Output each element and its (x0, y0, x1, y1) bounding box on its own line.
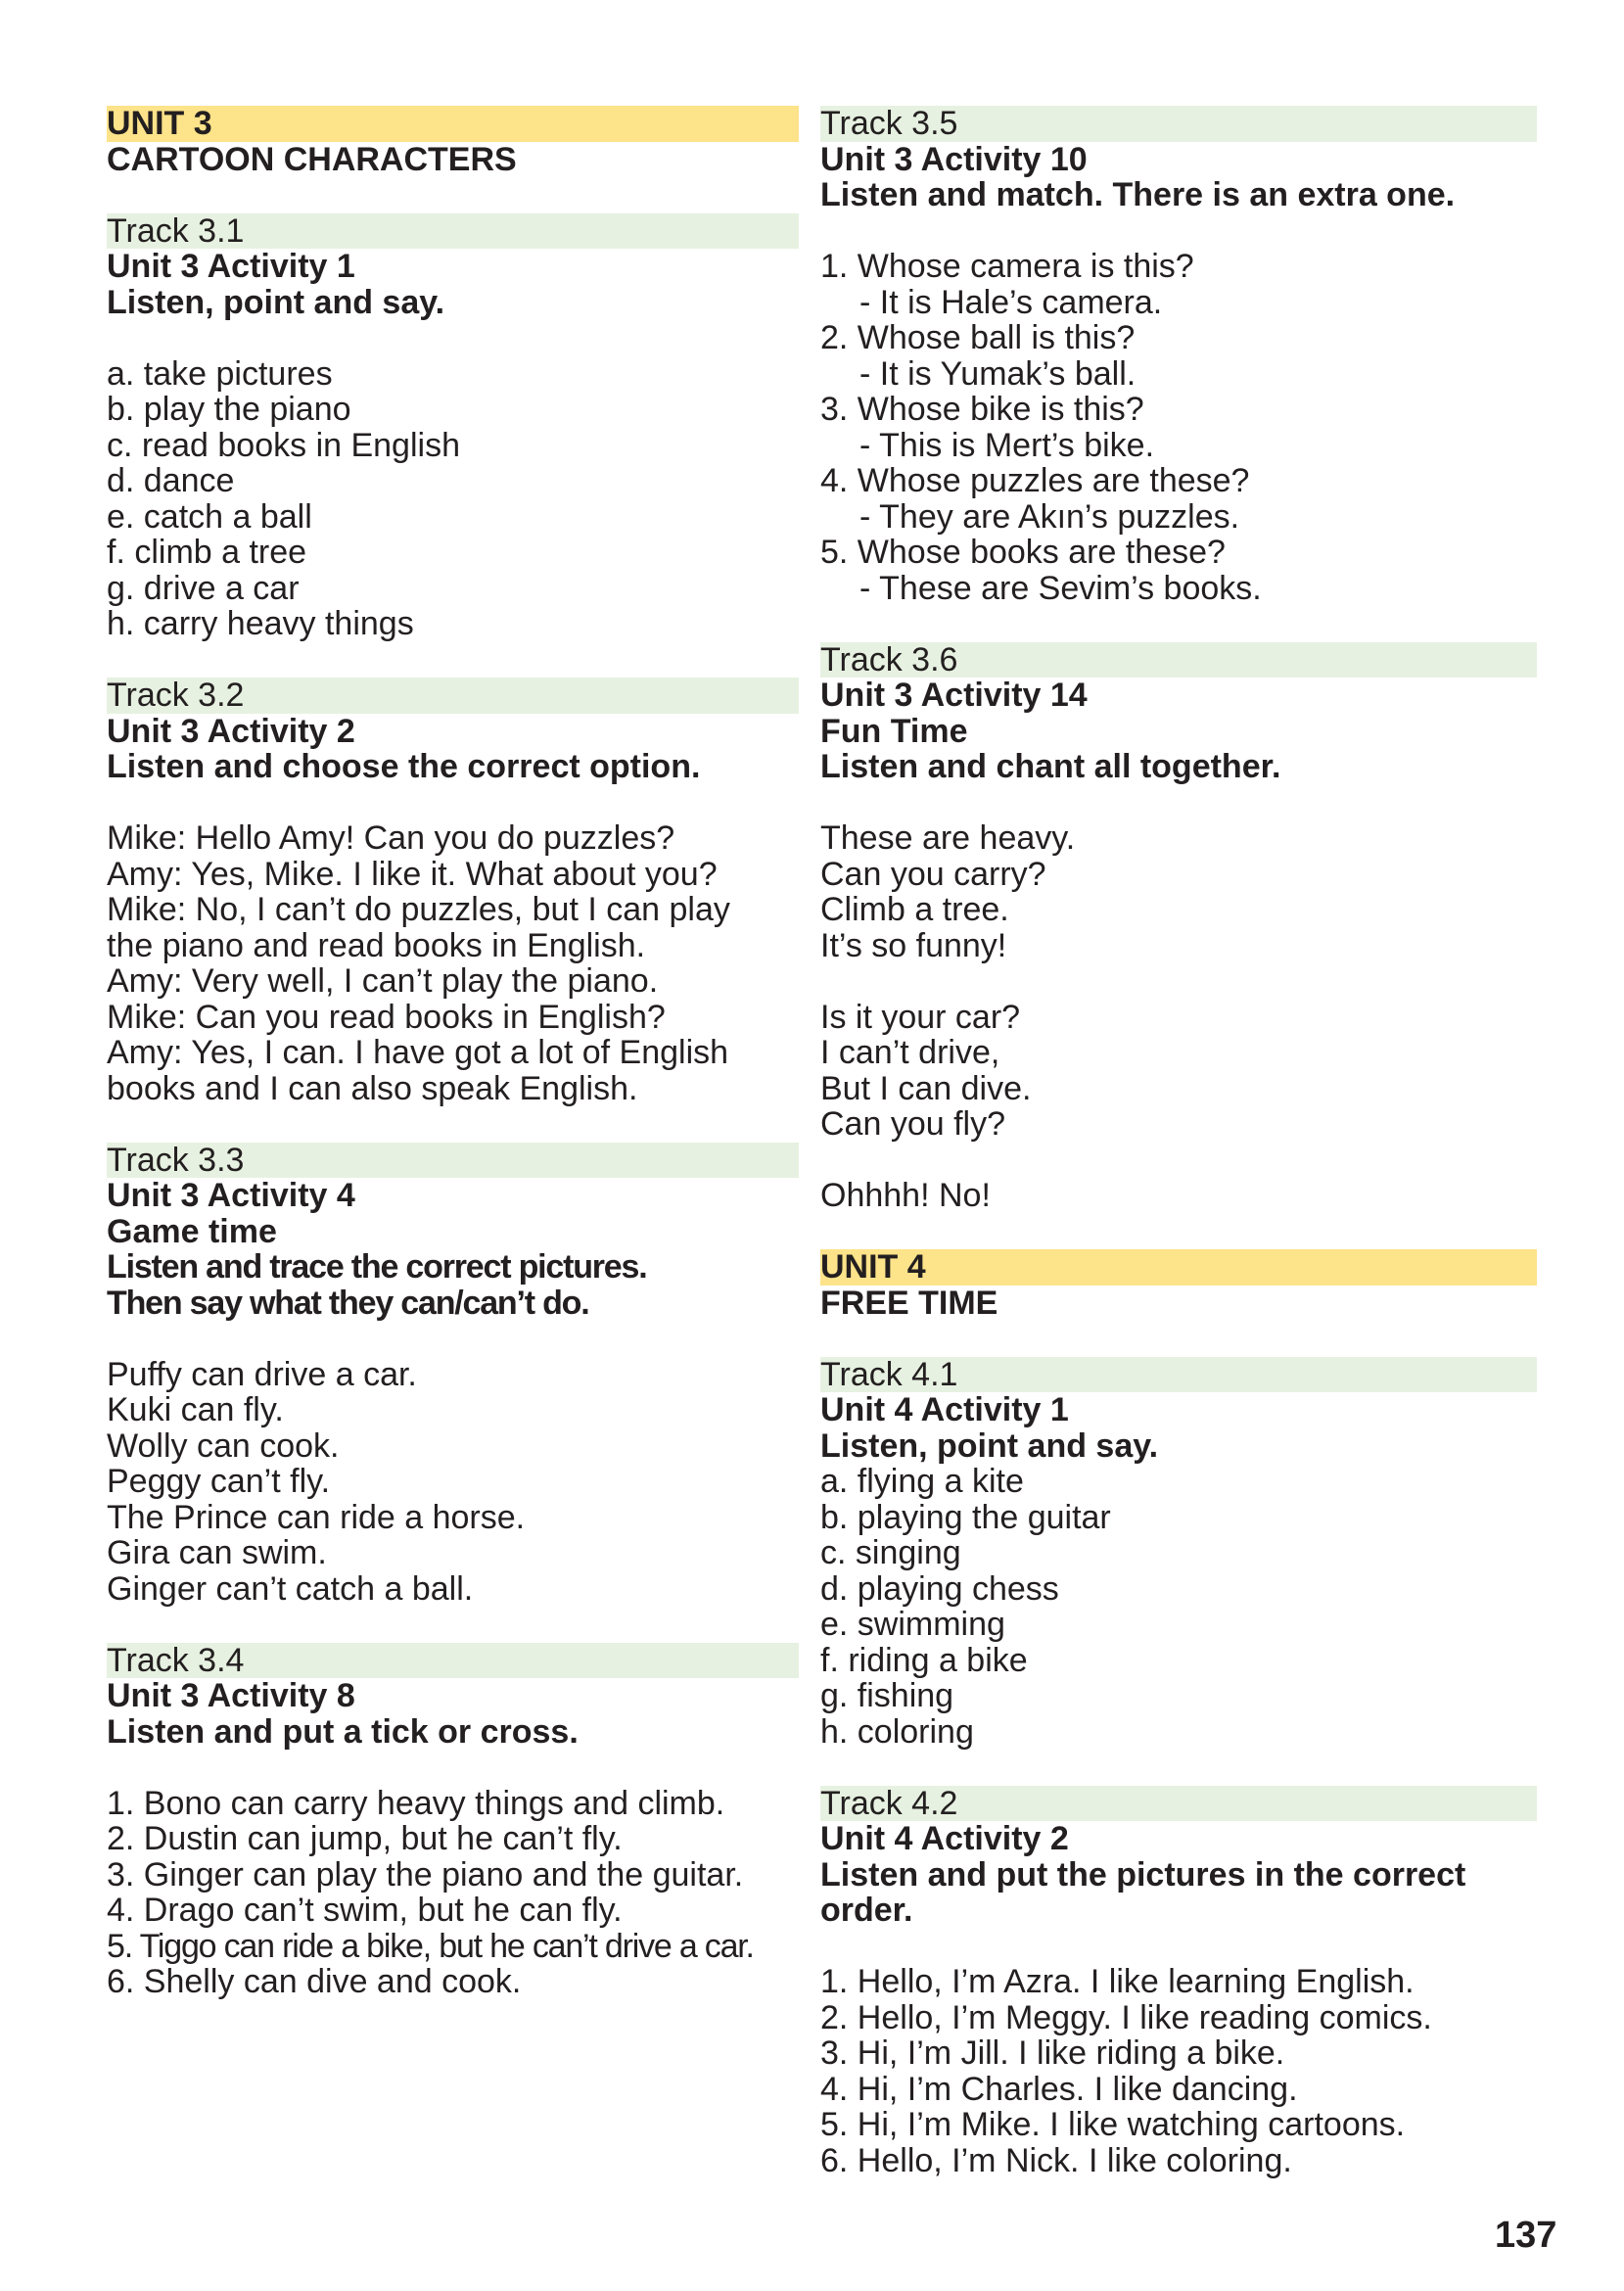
track-3-3-instruction: Listen and trace the correct pictures. (107, 1248, 647, 1286)
list-item: 4. Drago can’t swim, but he can fly. (107, 1892, 623, 1929)
track-3-1-label: Track 3.1 (107, 213, 799, 250)
list-item: Wolly can cook. (107, 1426, 340, 1465)
list-item: h. carry heavy things (107, 605, 414, 642)
track-3-1-instruction: Listen, point and say. (107, 283, 445, 321)
left-column (107, 106, 799, 2000)
list-item: Gira can swim. (107, 1534, 327, 1571)
list-item: d. playing chess (820, 1569, 1059, 1608)
list-item: 5. Hi, I’m Mike. I like watching cartoons. (820, 2106, 1406, 2143)
dialogue-line: Amy: Yes, Mike. I like it. What about you? (107, 855, 718, 893)
list-item: 3. Hi, I’m Jill. I like riding a bike. (820, 2034, 1285, 2072)
list-item: Ginger can’t catch a ball. (107, 1569, 474, 1608)
question-line: 1. Whose camera is this? (820, 248, 1194, 285)
question-line: 4. Whose puzzles are these? (820, 462, 1250, 499)
list-item: e. swimming (820, 1606, 1005, 1643)
track-3-2-instruction: Listen and choose the correct option. (107, 748, 701, 785)
list-item: The Prince can ride a horse. (107, 1498, 526, 1536)
track-3-2-activity: Unit 3 Activity 2 (107, 712, 355, 750)
list-item: Puffy can drive a car. (107, 1355, 417, 1393)
track-4-1-instruction: Listen, point and say. (820, 1426, 1159, 1465)
unit-4-subtitle: FREE TIME (820, 1284, 998, 1322)
dialogue-line: Amy: Yes, I can. I have got a lot of English (107, 1034, 729, 1071)
track-3-4-activity: Unit 3 Activity 8 (107, 1677, 355, 1714)
list-item: b. play the piano (107, 391, 351, 428)
track-3-4-instruction: Listen and put a tick or cross. (107, 1712, 579, 1751)
list-item: Kuki can fly. (107, 1391, 284, 1428)
question-line: 2. Whose ball is this? (820, 319, 1136, 356)
answer-line: - It is Yumak’s ball. (859, 354, 1137, 393)
unit-3-title: UNIT 3 (107, 106, 799, 142)
list-item: 2. Hello, I’m Meggy. I like reading comics. (820, 1998, 1432, 2036)
track-3-2-label: Track 3.2 (107, 678, 799, 714)
question-line: 3. Whose bike is this? (820, 391, 1144, 428)
chant-line: Is it your car? (820, 998, 1021, 1036)
dialogue-line: Mike: No, I can’t do puzzles, but I can play (107, 891, 730, 928)
track-4-1-activity: Unit 4 Activity 1 (820, 1391, 1069, 1428)
list-item: g. drive a car (107, 569, 300, 607)
track-4-1-label: Track 4.1 (820, 1357, 1537, 1393)
chant-line: These are heavy. (820, 819, 1076, 857)
track-3-1-activity: Unit 3 Activity 1 (107, 248, 355, 285)
track-4-2-activity: Unit 4 Activity 2 (820, 1820, 1069, 1857)
track-3-3-instruction-continued: Then say what they can/can’t do. (107, 1284, 589, 1322)
track-4-2-instruction-continued: order. (820, 1892, 913, 1929)
dialogue-line: Mike: Can you read books in English? (107, 998, 666, 1036)
track-3-6-instruction: Listen and chant all together. (820, 748, 1281, 785)
unit-4-title: UNIT 4 (820, 1249, 1537, 1286)
track-3-5-label: Track 3.5 (820, 106, 1537, 142)
list-item: f. climb a tree (107, 534, 307, 571)
chant-line: I can’t drive, (820, 1034, 1000, 1071)
list-item: f. riding a bike (820, 1641, 1028, 1679)
track-3-6-heading: Fun Time (820, 712, 968, 750)
list-item: e. catch a ball (107, 497, 312, 536)
answer-line: - This is Mert’s bike. (859, 426, 1155, 464)
track-4-2-instruction: Listen and put the pictures in the correct (820, 1855, 1466, 1894)
chant-line: Ohhhh! No! (820, 1177, 991, 1214)
chant-line: Can you carry? (820, 855, 1046, 893)
list-item: 1. Bono can carry heavy things and climb. (107, 1784, 725, 1822)
list-item: g. fishing (820, 1677, 954, 1714)
track-3-3-label: Track 3.3 (107, 1143, 799, 1179)
list-item: 6. Hello, I’m Nick. I like coloring. (820, 2141, 1292, 2179)
dialogue-line: Amy: Very well, I can’t play the piano. (107, 962, 659, 1000)
chant-line: But I can dive. (820, 1069, 1032, 1107)
list-item: a. flying a kite (820, 1463, 1024, 1500)
list-item: 2. Dustin can jump, but he can’t fly. (107, 1820, 623, 1857)
answer-line: - It is Hale’s camera. (859, 283, 1163, 321)
list-item: b. playing the guitar (820, 1498, 1111, 1536)
dialogue-line: the piano and read books in English. (107, 926, 646, 964)
question-line: 5. Whose books are these? (820, 534, 1226, 571)
list-item: d. dance (107, 462, 235, 499)
chant-line: Can you fly? (820, 1105, 1005, 1143)
track-3-6-label: Track 3.6 (820, 642, 1537, 678)
list-item: 4. Hi, I’m Charles. I like dancing. (820, 2070, 1298, 2108)
track-3-6-activity: Unit 3 Activity 14 (820, 677, 1088, 714)
answer-line: - They are Akın’s puzzles. (859, 497, 1240, 536)
list-item: h. coloring (820, 1712, 974, 1751)
list-item: Peggy can’t fly. (107, 1463, 331, 1500)
list-item: a. take pictures (107, 354, 333, 393)
track-3-5-instruction: Listen and match. There is an extra one. (820, 176, 1456, 213)
track-3-4-label: Track 3.4 (107, 1643, 799, 1679)
dialogue-line: books and I can also speak English. (107, 1069, 638, 1107)
track-3-3-activity: Unit 3 Activity 4 (107, 1177, 355, 1214)
list-item: 3. Ginger can play the piano and the guitar. (107, 1855, 744, 1894)
track-3-5-activity: Unit 3 Activity 10 (820, 140, 1088, 178)
right-column (820, 106, 1537, 2178)
list-item: 5. Tiggo can ride a bike, but he can’t drive a car. (107, 1927, 754, 1965)
page-number: 137 (1495, 2215, 1557, 2256)
dialogue-line: Mike: Hello Amy! Can you do puzzles? (107, 819, 675, 857)
unit-3-subtitle: CARTOON CHARACTERS (107, 140, 517, 178)
chant-line: It’s so funny! (820, 926, 1007, 964)
chant-line: Climb a tree. (820, 891, 1009, 928)
list-item: c. read books in English (107, 426, 460, 464)
track-3-3-heading: Game time (107, 1212, 277, 1250)
list-item: c. singing (820, 1534, 961, 1571)
list-item: 6. Shelly can dive and cook. (107, 1963, 522, 2000)
answer-line: - These are Sevim’s books. (859, 569, 1262, 607)
track-4-2-label: Track 4.2 (820, 1786, 1537, 1822)
list-item: 1. Hello, I’m Azra. I like learning English. (820, 1963, 1415, 2000)
